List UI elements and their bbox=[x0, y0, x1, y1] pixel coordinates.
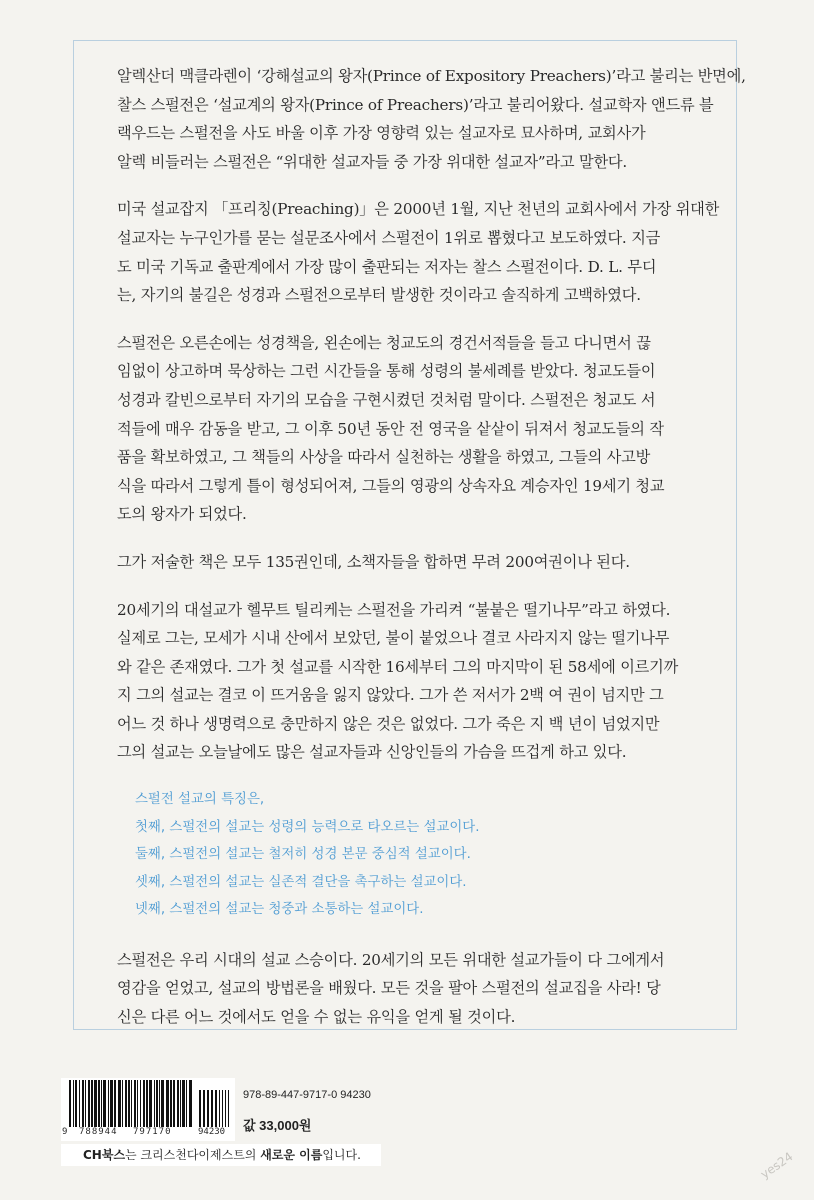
text-line: 어느 것 하나 생명력으로 충만하지 않은 것은 없었다. 그가 죽은 지 백 년이 넘었지만 bbox=[117, 714, 660, 733]
barcode-bar bbox=[98, 1080, 100, 1128]
barcode-bar bbox=[85, 1080, 86, 1128]
barcode-bar bbox=[140, 1080, 141, 1128]
feature-item: 셋째, 스펄전의 설교는 실존적 결단을 촉구하는 설교이다. bbox=[135, 874, 467, 890]
barcode-bar bbox=[180, 1080, 181, 1128]
text-line: 스펄전은 오른손에는 성경책을, 왼손에는 청교도의 경건서적들을 들고 다니면서 끊 bbox=[117, 333, 651, 352]
barcode-bar bbox=[149, 1080, 152, 1128]
barcode-bar bbox=[118, 1080, 121, 1128]
text-line: 20세기의 대설교가 헬무트 틸리케는 스펄전을 가리켜 “불붙은 떨기나무”라고 하였다. bbox=[117, 600, 671, 619]
paragraph-5 bbox=[117, 596, 717, 768]
barcode-bar bbox=[101, 1080, 102, 1128]
barcode-addon: 94230 bbox=[198, 1127, 226, 1137]
text-line: 도의 왕자가 되었다. bbox=[117, 505, 247, 524]
text-line: 그가 저술한 책은 모두 135권인데, 소책자들을 합하면 무려 200여권이나 된다. bbox=[117, 552, 630, 571]
publisher-name: CH북스 bbox=[83, 1148, 126, 1162]
back-cover-text bbox=[117, 62, 746, 1050]
barcode-bar bbox=[182, 1080, 185, 1128]
barcode-bar bbox=[154, 1080, 155, 1128]
text-line: 설교자는 누구인가를 묻는 설문조사에서 스펄전이 1위로 뽑혔다고 보도하였다. 지금 bbox=[117, 228, 661, 247]
paragraph-2 bbox=[117, 195, 720, 309]
text-line: 찰스 스펄전은 ‘설교계의 왕자(Prince of Preachers)’라고 불리어왔다. 설교학자 앤드류 블 bbox=[117, 95, 714, 114]
text-line: 미국 설교잡지 「프리칭(Preaching)」은 2000년 1월, 지난 천년의 교회사에서 가장 위대한 bbox=[117, 200, 720, 219]
text-line: 실제로 그는, 모세가 시내 산에서 보았던, 불이 붙었으나 결코 사라지지 않는 떨기나무 bbox=[117, 629, 670, 648]
publisher-highlight: 새로운 이름 bbox=[260, 1148, 323, 1162]
feature-item: 첫째, 스펄전의 설교는 성령의 능력으로 타오르는 설교이다. bbox=[135, 819, 480, 835]
publisher-end: 입니다. bbox=[322, 1148, 361, 1162]
text-line: 그의 설교는 오늘날에도 많은 설교자들과 신앙인들의 가슴을 뜨겁게 하고 있다. bbox=[117, 743, 627, 762]
barcode-bar bbox=[73, 1080, 74, 1128]
barcode-bar bbox=[137, 1080, 138, 1128]
barcode-bar bbox=[91, 1080, 93, 1128]
barcode-digits bbox=[61, 1127, 235, 1141]
text-line: 는, 자기의 불길은 성경과 스펄전으로부터 발생한 것이라고 솔직하게 고백하였다. bbox=[117, 286, 641, 305]
text-line: 알렉산더 맥클라렌이 ‘강해설교의 왕자(Prince of Expository Preachers)’라고 불리는 반면에, bbox=[117, 67, 746, 85]
publisher-middle: 는 크리스천다이제스트의 bbox=[125, 1148, 261, 1162]
barcode-bar bbox=[108, 1080, 109, 1128]
text-line: 임없이 상고하며 묵상하는 그런 시간들을 통해 성령의 불세례를 받았다. 청교도들이 bbox=[117, 362, 656, 381]
barcode-group-2: 797170 bbox=[133, 1127, 172, 1137]
price-label: 값 33,000원 bbox=[243, 1118, 312, 1133]
feature-item: 둘째, 스펄전의 설교는 철저히 성경 본문 중심적 설교이다. bbox=[135, 847, 471, 863]
barcode-bar bbox=[156, 1080, 158, 1128]
barcode-bar bbox=[134, 1080, 136, 1128]
text-line: 알렉 비들러는 스펄전은 “위대한 설교자들 중 가장 위대한 설교자”라고 말한다. bbox=[117, 152, 628, 171]
barcode-bar bbox=[170, 1080, 172, 1128]
watermark: yes24 bbox=[758, 1149, 796, 1182]
barcode-bar bbox=[146, 1080, 148, 1128]
closing-paragraph bbox=[117, 946, 717, 1032]
text-line: 품을 확보하였고, 그 책들의 사상을 따라서 실천하는 생활을 하였고, 그들의 사고방 bbox=[117, 448, 651, 467]
barcode-bar bbox=[177, 1080, 179, 1128]
barcode-bar bbox=[79, 1080, 80, 1128]
barcode-bar bbox=[110, 1080, 113, 1128]
text-line: 와 같은 존재였다. 그가 첫 설교를 시작한 16세부터 그의 마지막이 된 58세에 이르기까 bbox=[117, 657, 679, 676]
barcode-bar bbox=[143, 1080, 145, 1128]
barcode-bar bbox=[128, 1080, 130, 1128]
barcode-bar bbox=[94, 1080, 97, 1128]
barcode-group-1: 788944 bbox=[79, 1127, 118, 1137]
barcode-bar bbox=[122, 1080, 123, 1128]
barcode-bar bbox=[189, 1080, 192, 1128]
barcode-bar bbox=[114, 1080, 116, 1128]
text-line: 성경과 칼빈으로부터 자기의 모습을 구현시켰던 것처럼 말이다. 스펄전은 청교도 서 bbox=[117, 390, 656, 409]
text-line: 스펄전은 우리 시대의 설교 스승이다. 20세기의 모든 위대한 설교가들이 다 그에게서 bbox=[117, 950, 665, 969]
barcode-digit-first: 9 bbox=[62, 1127, 68, 1137]
sermon-features-list bbox=[135, 786, 717, 924]
text-line: 식을 따라서 그렇게 틀이 형성되어져, 그들의 영광의 상속자요 계승자인 19세기 청교 bbox=[117, 476, 665, 495]
paragraph-1 bbox=[117, 62, 746, 176]
barcode-bar bbox=[75, 1080, 77, 1128]
features-heading: 스펄전 설교의 특징은, bbox=[135, 792, 265, 808]
barcode-bar bbox=[173, 1080, 175, 1128]
paragraph-4 bbox=[117, 548, 717, 577]
text-line: 적들에 매우 감동을 받고, 그 이후 50년 동안 전 영국을 샅샅이 뒤져서 청교도들의 작 bbox=[117, 419, 664, 438]
publisher-note bbox=[61, 1144, 381, 1166]
barcode-bar bbox=[186, 1080, 187, 1128]
isbn-number: 978-89-447-9717-0 94230 bbox=[243, 1089, 371, 1101]
feature-item: 넷째, 스펄전의 설교는 청중과 소통하는 설교이다. bbox=[135, 902, 424, 918]
text-line: 영감을 얻었고, 설교의 방법론을 배웠다. 모든 것을 팔아 스펄전의 설교집을 사라! 당 bbox=[117, 979, 661, 998]
barcode-bar bbox=[103, 1080, 106, 1128]
text-line: 지 그의 설교는 결코 이 뜨거움을 잃지 않았다. 그가 쓴 저서가 2백 여 권이 넘지만 그 bbox=[117, 686, 664, 705]
barcode-bar bbox=[82, 1080, 84, 1128]
paragraph-3 bbox=[117, 329, 717, 529]
text-line: 랙우드는 스펄전을 사도 바울 이후 가장 영향력 있는 설교자로 묘사하며, 교회사가 bbox=[117, 124, 646, 143]
barcode-bar bbox=[159, 1080, 160, 1128]
barcode-bar bbox=[125, 1080, 127, 1128]
barcode-bar bbox=[88, 1080, 90, 1128]
barcode-bar bbox=[161, 1080, 164, 1128]
text-line: 신은 다른 어느 것에서도 얻을 수 없는 유익을 얻게 될 것이다. bbox=[117, 1007, 516, 1026]
text-line: 도 미국 기독교 출판계에서 가장 많이 출판되는 저자는 찰스 스펄전이다. D. L. 무디 bbox=[117, 257, 657, 276]
barcode-bar bbox=[166, 1080, 169, 1128]
